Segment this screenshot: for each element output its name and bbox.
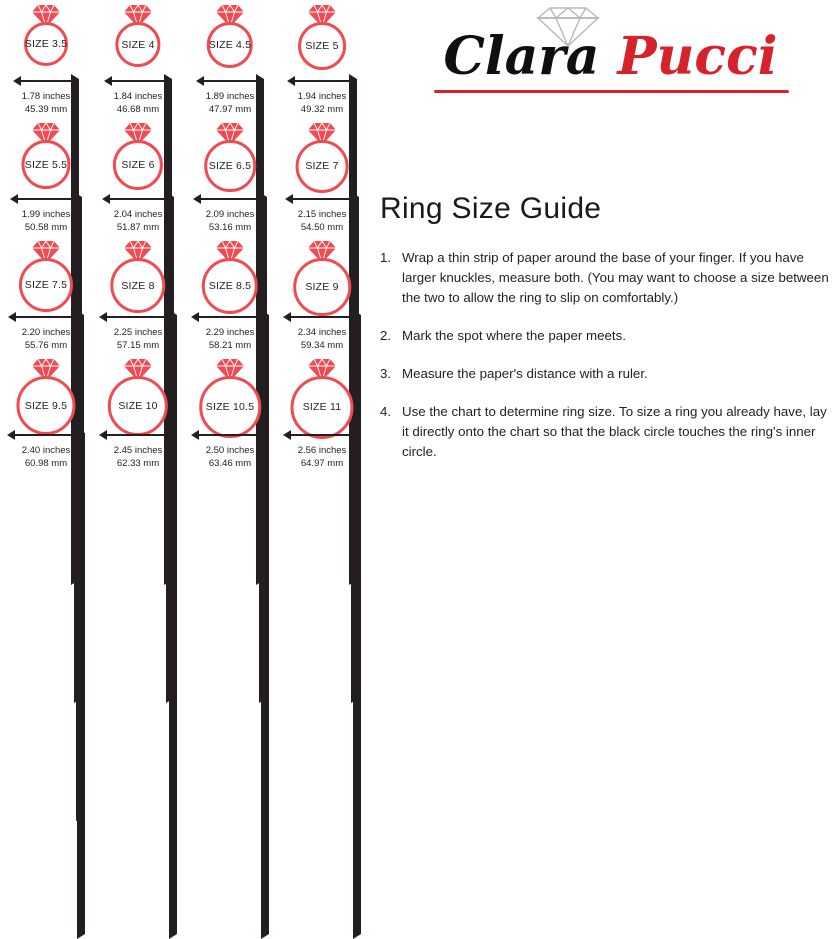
arrow-head-left <box>8 312 16 322</box>
arrow-head-left <box>283 430 291 440</box>
arrow-head-left <box>193 194 201 204</box>
ring-size-cell <box>184 0 276 118</box>
brand-underline <box>434 90 789 93</box>
diameter-arrow <box>92 310 184 324</box>
page-title: Ring Size Guide <box>380 192 602 225</box>
measurement-inches: 2.50 inches <box>205 445 255 456</box>
brand-logo <box>382 2 839 102</box>
ring-illustration <box>0 236 92 308</box>
diameter-arrow <box>0 192 92 206</box>
ring-size-cell <box>276 354 368 472</box>
ring-size-label: SIZE 8.5 <box>208 280 252 293</box>
diameter-arrow <box>92 428 184 442</box>
ring-illustration <box>0 118 92 190</box>
step-text: Wrap a thin strip of paper around the base of your finger. If you have larger knuckles, measure both. (You may want to choose a size between the two to allow the ring to slip on comfortably.) <box>402 250 829 305</box>
measurement-mm: 47.97 mm <box>208 103 252 115</box>
arrow-line <box>197 434 263 436</box>
brand-wordmark <box>382 26 839 87</box>
measurement-mm: 46.68 mm <box>116 103 160 115</box>
ring-size-label: SIZE 9.5 <box>24 399 68 412</box>
brand-name-first: Clara <box>443 26 600 87</box>
arrow-head-left <box>99 312 107 322</box>
diameter-arrow <box>184 74 276 88</box>
ring-size-label: SIZE 5.5 <box>24 158 68 171</box>
arrow-head-left <box>283 312 291 322</box>
arrow-line <box>105 316 170 318</box>
diameter-arrow <box>92 74 184 88</box>
measurement-mm: 63.46 mm <box>208 457 252 469</box>
instruction-step <box>380 248 832 308</box>
arrow-line <box>199 198 261 200</box>
chart-row <box>0 0 368 118</box>
diameter-arrow <box>276 310 368 324</box>
ring-size-cell <box>276 0 368 118</box>
measurement-inches: 1.84 inches <box>113 91 163 102</box>
arrow-line <box>105 434 171 436</box>
instruction-list <box>380 248 832 480</box>
arrow-head-left <box>285 194 293 204</box>
measurement-inches: 2.15 inches <box>297 209 347 220</box>
arrow-line <box>197 316 263 318</box>
arrow-line <box>202 80 258 82</box>
ring-illustration <box>0 354 92 426</box>
measurement-mm: 49.32 mm <box>300 103 344 115</box>
measurement-inches: 2.40 inches <box>21 445 71 456</box>
ring-illustration <box>276 118 368 190</box>
ring-illustration <box>184 118 276 190</box>
arrow-line <box>289 316 355 318</box>
ring-size-label: SIZE 6 <box>121 159 155 172</box>
guide-panel <box>372 0 839 501</box>
arrow-head-left <box>13 76 21 86</box>
diameter-arrow <box>276 192 368 206</box>
measurement-inches: 2.20 inches <box>21 327 71 338</box>
ring-size-cell <box>184 354 276 472</box>
chart-row <box>0 236 368 354</box>
step-text: Use the chart to determine ring size. To size a ring you already have, lay it directly onto the chart so that the black circle touches the ring's inner circle. <box>402 404 827 459</box>
ring-illustration <box>92 236 184 308</box>
diameter-arrow <box>0 428 92 442</box>
ring-size-label: SIZE 5 <box>305 39 339 52</box>
measurement-inches: 1.94 inches <box>297 91 347 102</box>
measurement-mm: 62.33 mm <box>116 457 160 469</box>
ring-size-cell <box>276 118 368 236</box>
measurement-mm: 45.39 mm <box>24 103 68 115</box>
diameter-arrow <box>276 428 368 442</box>
step-number: 2. <box>380 328 392 343</box>
diameter-arrow <box>0 310 92 324</box>
ring-size-cell <box>0 236 92 354</box>
instruction-step <box>380 364 832 384</box>
measurement-inches: 1.89 inches <box>205 91 255 102</box>
measurement-mm: 57.15 mm <box>116 339 160 351</box>
arrow-line <box>108 198 168 200</box>
measurement-mm: 53.16 mm <box>208 221 252 233</box>
instruction-step <box>380 326 832 346</box>
diameter-arrow <box>92 192 184 206</box>
arrow-head-right <box>353 428 828 939</box>
arrow-line <box>16 198 75 200</box>
ring-illustration <box>184 236 276 308</box>
measurement-mm: 54.50 mm <box>300 221 344 233</box>
measurement-inches: 2.09 inches <box>205 209 255 220</box>
chart-row <box>0 118 368 236</box>
measurement-inches: 2.56 inches <box>297 445 347 456</box>
diameter-arrow <box>0 74 92 88</box>
diameter-arrow <box>184 192 276 206</box>
ring-size-cell <box>276 236 368 354</box>
arrow-line <box>19 80 73 82</box>
measurement-mm: 58.21 mm <box>208 339 252 351</box>
ring-illustration <box>92 0 184 72</box>
ring-illustration <box>184 354 276 426</box>
ring-illustration <box>92 118 184 190</box>
arrow-head-left <box>104 76 112 86</box>
ring-size-label: SIZE 4.5 <box>208 39 252 52</box>
measurement-mm: 51.87 mm <box>116 221 160 233</box>
ring-size-label: SIZE 8 <box>121 279 155 292</box>
arrow-head-left <box>99 430 107 440</box>
diameter-arrow <box>276 74 368 88</box>
ring-size-chart <box>0 0 368 501</box>
instruction-step <box>380 402 832 462</box>
ring-size-cell <box>92 236 184 354</box>
measurement-mm: 64.97 mm <box>300 457 344 469</box>
arrow-head-left <box>102 194 110 204</box>
measurement-inches: 2.34 inches <box>297 327 347 338</box>
measurement-mm: 55.76 mm <box>24 339 68 351</box>
ring-size-label: SIZE 7.5 <box>24 279 68 292</box>
arrow-line <box>14 316 78 318</box>
measurement-inches: 2.04 inches <box>113 209 163 220</box>
ring-size-label: SIZE 7 <box>305 160 339 173</box>
step-text: Mark the spot where the paper meets. <box>402 328 626 343</box>
arrow-line <box>293 80 351 82</box>
measurement-inches: 1.78 inches <box>21 91 71 102</box>
step-number: 3. <box>380 366 392 381</box>
brand-name-second: Pucci <box>617 26 778 87</box>
ring-size-label: SIZE 6.5 <box>208 159 252 172</box>
measurement-mm: 59.34 mm <box>300 339 344 351</box>
ring-size-cell <box>0 118 92 236</box>
arrow-head-left <box>191 312 199 322</box>
ring-size-label: SIZE 10 <box>118 400 158 413</box>
step-text: Measure the paper's distance with a ruler. <box>402 366 648 381</box>
arrow-head-left <box>287 76 295 86</box>
ring-size-label: SIZE 10.5 <box>205 400 255 413</box>
ring-illustration <box>276 0 368 72</box>
ring-illustration <box>92 354 184 426</box>
arrow-head-left <box>10 194 18 204</box>
ring-size-cell <box>92 354 184 472</box>
diameter-arrow <box>184 428 276 442</box>
chart-row <box>0 354 368 472</box>
arrow-head-left <box>7 430 15 440</box>
ring-illustration <box>0 0 92 72</box>
ring-size-cell <box>92 118 184 236</box>
ring-size-label: SIZE 3.5 <box>24 38 68 50</box>
step-number: 1. <box>380 250 392 265</box>
measurement-inches: 1.99 inches <box>21 209 71 220</box>
ring-size-label: SIZE 4 <box>121 38 155 51</box>
diameter-arrow <box>184 310 276 324</box>
measurement-mm: 50.58 mm <box>24 221 68 233</box>
measurement-mm: 60.98 mm <box>24 457 68 469</box>
ring-illustration <box>276 236 368 308</box>
arrow-head-left <box>191 430 199 440</box>
ring-illustration <box>276 354 368 426</box>
step-number: 4. <box>380 404 392 419</box>
ring-size-cell <box>184 236 276 354</box>
ring-size-cell <box>92 0 184 118</box>
ring-size-cell <box>0 0 92 118</box>
measurement-inches: 2.25 inches <box>113 327 163 338</box>
measurement-inches: 2.45 inches <box>113 445 163 456</box>
arrow-line <box>291 198 354 200</box>
ring-illustration <box>184 0 276 72</box>
ring-size-cell <box>184 118 276 236</box>
arrow-line <box>289 434 355 436</box>
arrow-line <box>13 434 79 436</box>
ring-size-cell <box>0 354 92 472</box>
arrow-head-left <box>196 76 204 86</box>
ring-size-label: SIZE 9 <box>305 280 339 293</box>
ring-size-label: SIZE 11 <box>302 401 342 414</box>
arrow-line <box>110 80 165 82</box>
measurement-inches: 2.29 inches <box>205 327 255 338</box>
